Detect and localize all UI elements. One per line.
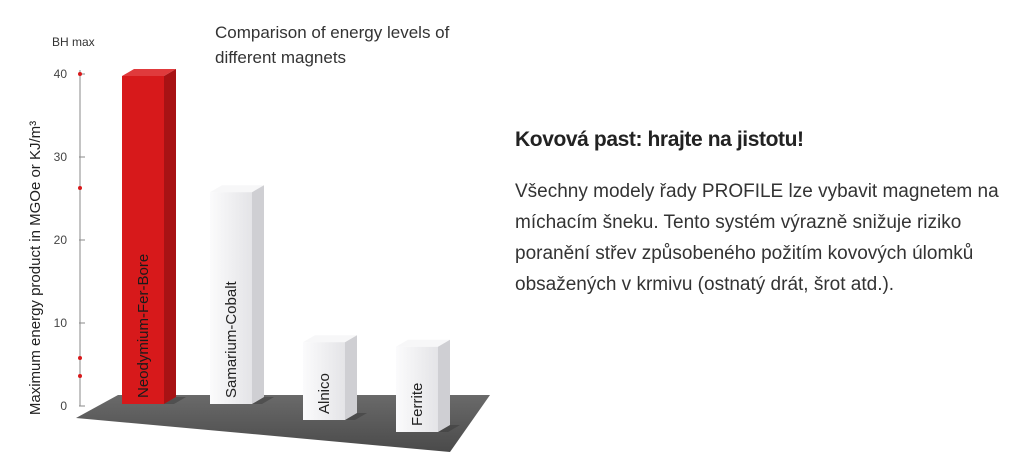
bar-category-label: Samarium-Cobalt	[223, 281, 240, 398]
y-tick-label: 20	[53, 233, 67, 247]
bar-side-face	[164, 69, 176, 404]
y-tick-label: 10	[53, 316, 67, 330]
y-axis-title: Maximum energy product in MGOe or KJ/m³	[27, 120, 44, 416]
bar-side-face	[438, 340, 450, 432]
bar-category-label: Ferrite	[409, 382, 426, 426]
y-tick-label: 40	[53, 67, 67, 81]
axis-marker-dot	[78, 374, 82, 378]
y-tick-label: 0	[60, 399, 67, 413]
article-heading: Kovová past: hrajte na jistotu!	[515, 128, 804, 151]
bar-category-label: Alnico	[316, 373, 333, 414]
bar-side-face	[252, 185, 264, 404]
bar-category-label: Neodymium-Fer-Bore	[135, 253, 152, 398]
bar-1	[122, 69, 186, 404]
y-tick-label: 30	[53, 150, 67, 164]
bar-2	[210, 185, 274, 404]
article-body: Všechny modely řady PROFILE lze vybavit magnetem na míchacím šneku. Tento systém výrazně snižuje riziko poranění střev způsobeného požitím kovových úlomků obsažených v krmivu (ostnatý drát, šrot atd.).	[515, 181, 999, 295]
axis-marker-dot	[78, 72, 82, 76]
axis-marker-dot	[78, 186, 82, 190]
bar-side-face	[345, 335, 357, 420]
axis-marker-dot	[78, 356, 82, 360]
chart-title: Comparison of energy levels of different magnets	[215, 23, 450, 67]
y-axis-unit-label: BH max	[52, 35, 95, 49]
article-section	[515, 128, 1005, 300]
magnet-energy-chart	[0, 0, 500, 472]
chart-canvas	[0, 0, 500, 472]
